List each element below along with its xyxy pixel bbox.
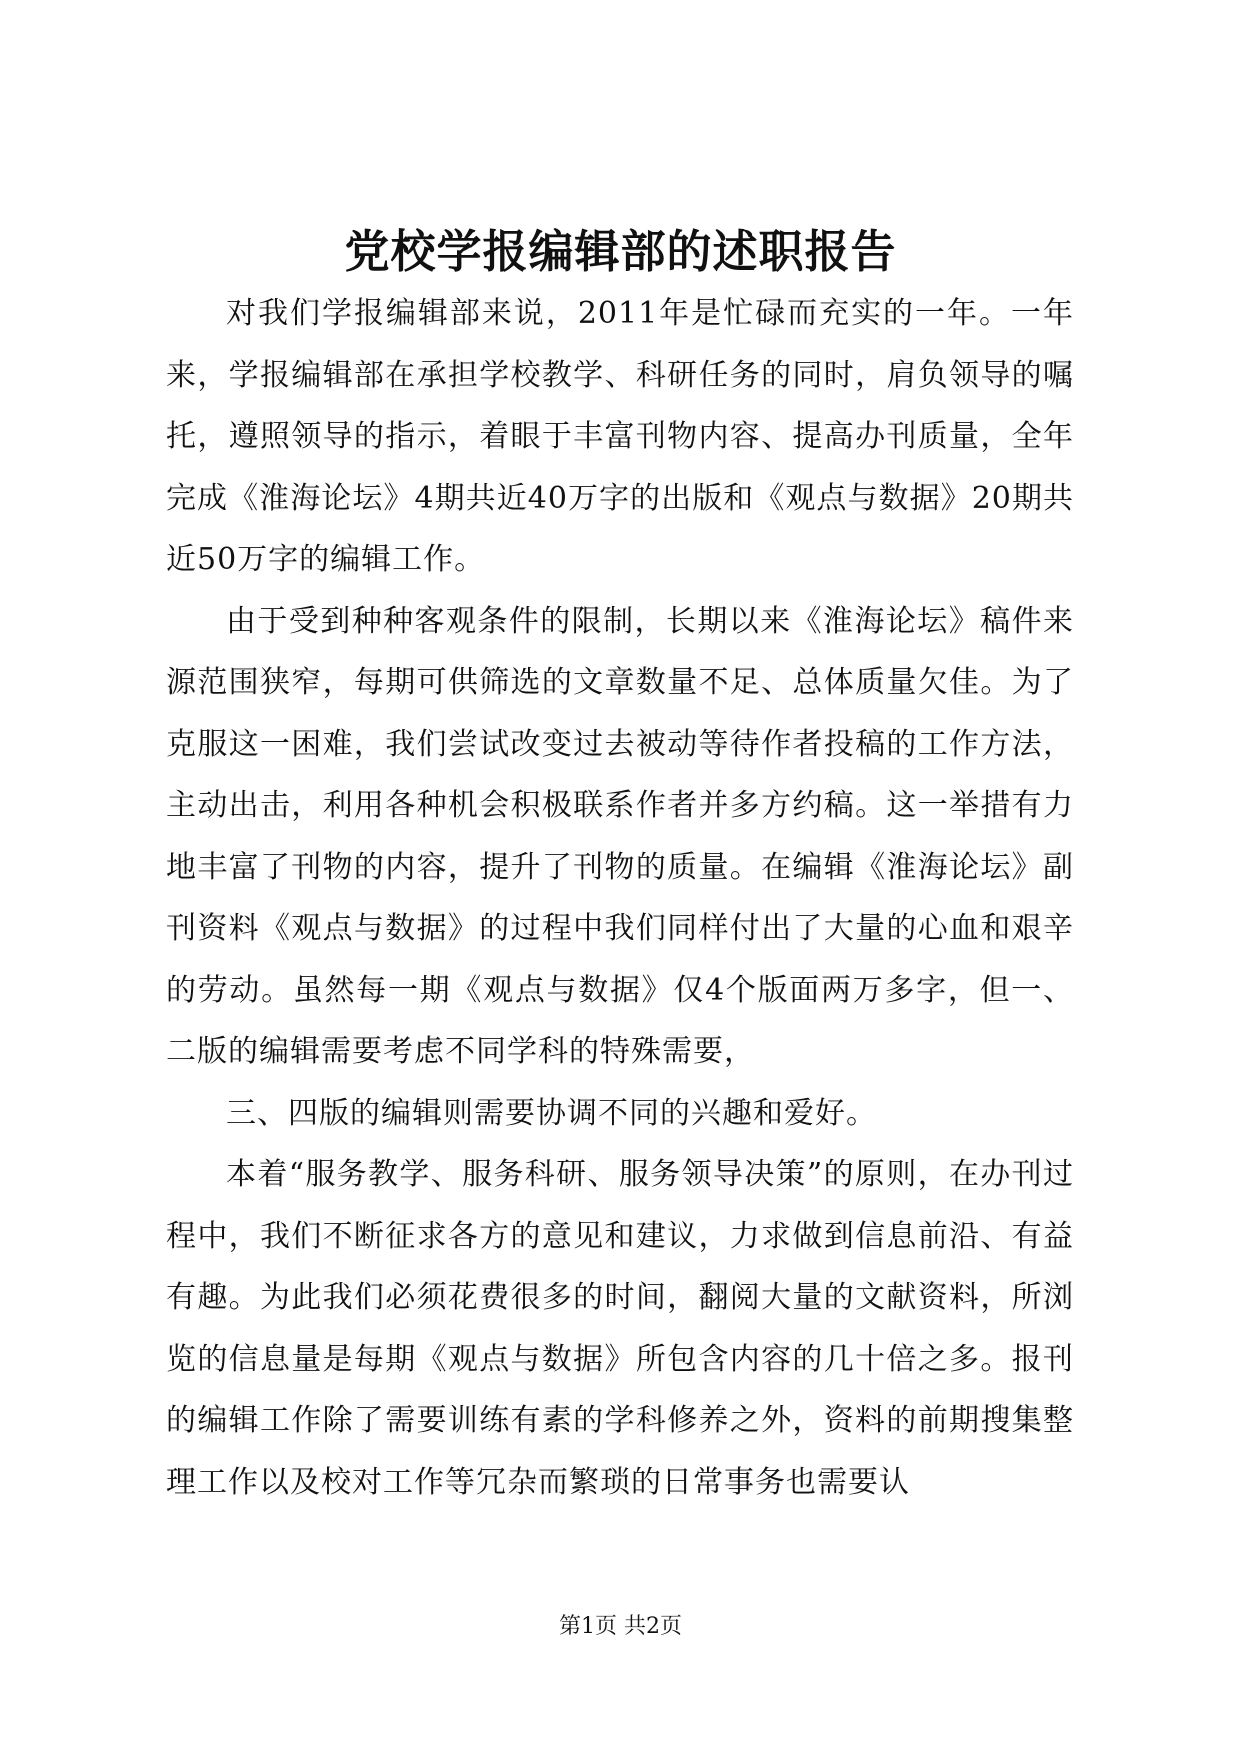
page-number-footer: 第1页 共2页 (559, 1614, 682, 1639)
paragraph-3: 三、四版的编辑则需要协调不同的兴趣和爱好。 (226, 1095, 877, 1131)
document-body (166, 283, 1074, 1513)
paragraph-1: 对我们学报编辑部来说，2011年是忙碌而充实的一年。一年来，学报编辑部在承担学校教学、科研任务的同时，肩负领导的嘱托，遵照领导的指示，着眼于丰富刊物内容、提高办刊质量，全年完成《淮海论坛》4期共近40万字的出版和《观点与数据》20期共近50万字的编辑工作。 (166, 296, 1074, 577)
document-title: 党校学报编辑部的述职报告 (344, 225, 897, 278)
paragraph-4: 本着“服务教学、服务科研、服务领导决策”的原则，在办刊过程中，我们不断征求各方的意见和建议，力求做到信息前沿、有益有趣。为此我们必须花费很多的时间，翻阅大量的文献资料，所浏览的信息量是每期《观点与数据》所包含内容的几十倍之多。报刊的编辑工作除了需要训练有素的学科修养之外，资料的前期搜集整理工作以及校对工作等冗杂而繁琐的日常事务也需要认 (166, 1157, 1074, 1500)
paragraph-2: 由于受到种种客观条件的限制，长期以来《淮海论坛》稿件来源范围狭窄，每期可供筛选的文章数量不足、总体质量欠佳。为了克服这一困难，我们尝试改变过去被动等待作者投稿的工作方法，主动出击，利用各种机会积极联系作者并多方约稿。这一举措有力地丰富了刊物的内容，提升了刊物的质量。在编辑《淮海论坛》副刊资料《观点与数据》的过程中我们同样付出了大量的心血和艰辛的劳动。虽然每一期《观点与数据》仅4个版面两万多字，但一、二版的编辑需要考虑不同学科的特殊需要， (166, 603, 1074, 1069)
